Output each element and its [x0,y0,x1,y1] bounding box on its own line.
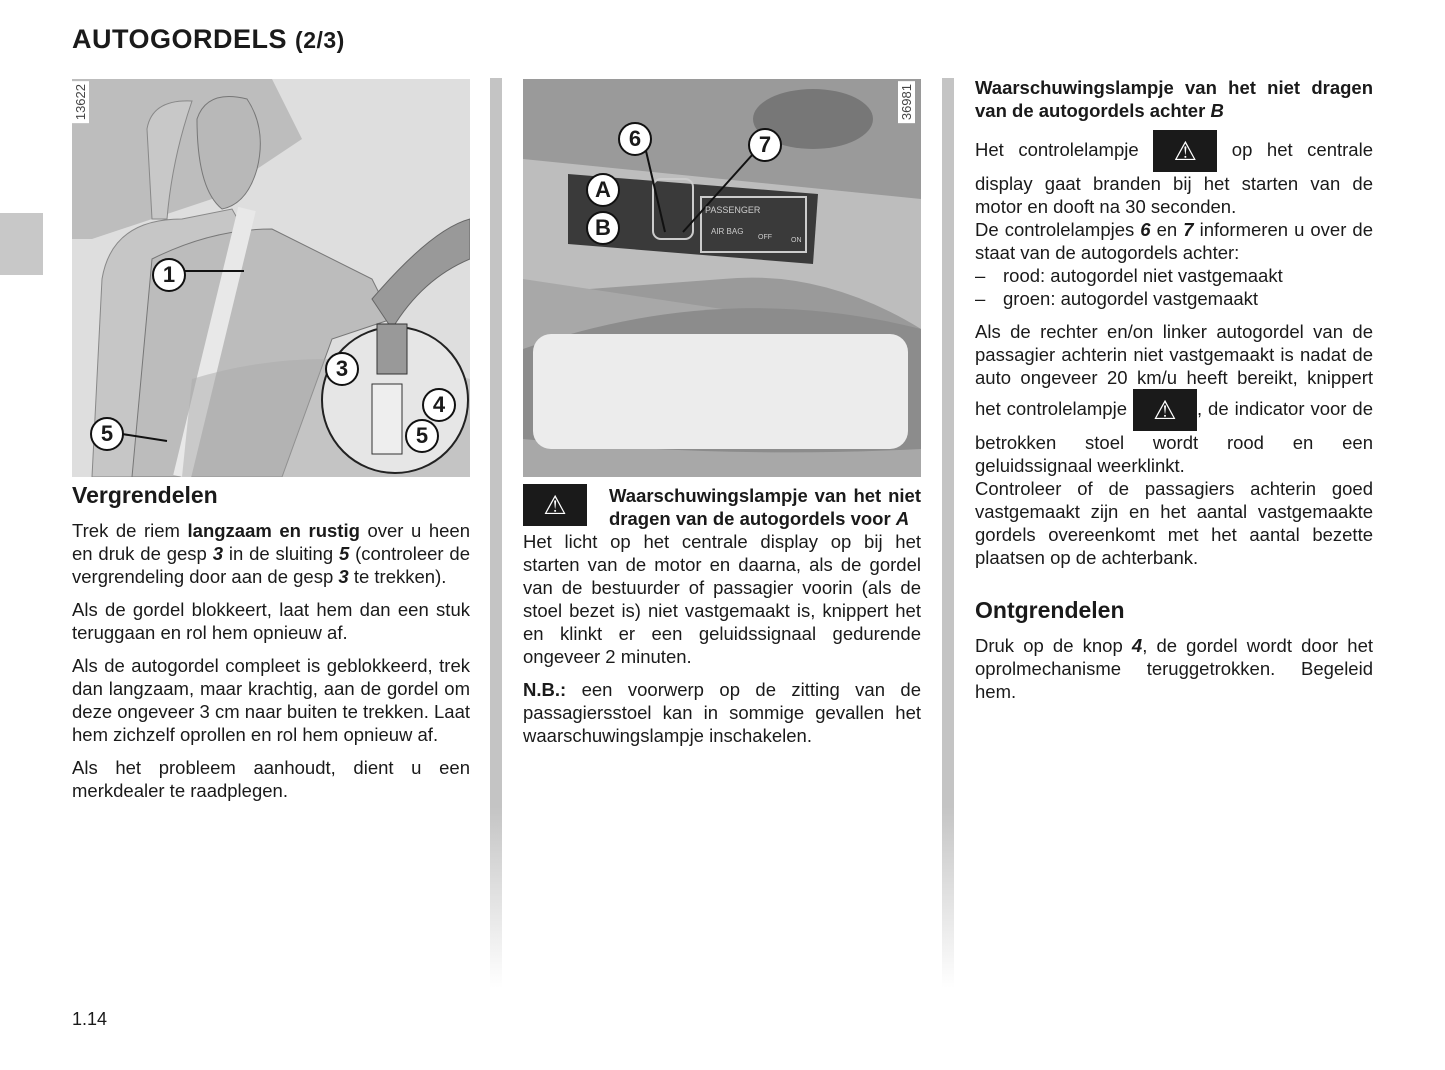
panel-airbag-label: AIR BAG [711,227,744,236]
seatbelt-warning-icon: ⚠ [1153,130,1217,172]
list-item: – groen: autogordel vastgemaakt [975,287,1373,310]
panel-passenger-label: PASSENGER [705,205,761,215]
paragraph-lock-instructions [72,519,470,588]
paragraph [975,320,1373,477]
callout-3: 3 [325,352,359,386]
page-title [72,24,345,55]
ref-6: 6 [1140,219,1151,240]
overhead-drawing [523,79,921,477]
illustration-overhead-display [523,79,921,477]
figure-number: 36981 [898,81,915,123]
section-tab [0,213,43,275]
ref-4: 4 [1131,635,1143,656]
text: Druk op de knop [975,635,1132,656]
emphasis: langzaam en rustig [187,520,360,541]
text: De controlelampjes [975,219,1141,240]
ref-3: 3 [212,543,223,564]
callout-5: 5 [405,419,439,453]
warning-heading-front: Waarschuwingslampje van het niet dragen van de autogordels voor [609,485,921,529]
ref-b: B [1210,100,1224,121]
illustration-driver-seatbelt [72,79,470,477]
text: informeren u over de staat van de autogordels achter: [975,219,1374,263]
page-number: 1.14 [72,1009,108,1029]
text: in de sluiting [222,543,339,564]
note [523,678,921,747]
driver-drawing [72,79,470,477]
text: , de gordel wordt door het oprolmechanisme teruggetrokken. Begeleid hem. [975,635,1373,702]
paragraph: Als het probleem aanhoudt, dient u een merkdealer te raadplegen. [72,757,470,801]
paragraph [975,218,1373,264]
panel-on-label: ON [791,237,802,244]
column-1 [72,484,470,812]
column-2 [523,484,921,757]
title-text: AUTOGORDELS [72,24,288,54]
text: over u heen en druk de gesp [72,520,470,564]
callout-7: 7 [748,128,782,162]
paragraph: Controleer of de passagiers achterin goed vastgemaakt zijn en het aantal vastgemaakte gordels overeenkomt met het aantal bezette plaatsen op de achterbank. [975,478,1373,568]
callout-4: 4 [422,388,456,422]
column-3 [975,76,1373,713]
seatbelt-warning-icon: ⚠ [1133,389,1197,431]
heading-vergrendelen: Vergrendelen [72,482,218,508]
column-divider [942,78,954,988]
callout-b: B [586,211,620,245]
text: Als de rechter en/on linker autogordel van de passagier achterin niet vastgemaakt is nadat de auto ongeveer 20 km/u heeft bereikt, knippert het controlelampje [975,321,1373,419]
text: Trek de riem [72,520,188,541]
figure-number: 13622 [72,81,89,123]
panel-off-label: OFF [758,234,772,241]
ref-3: 3 [338,566,349,587]
paragraph [975,634,1373,703]
paragraph: Als de autogordel compleet is geblokkeerd, trek dan langzaam, maar krachtig, aan de gordel om deze ongeveer 3 cm naar buiten te trekken. Laat hem zichzelf oprollen en rol hem opnieuw af. [72,655,471,745]
ref-7: 7 [1183,219,1194,240]
callout-6: 6 [618,122,652,156]
text: Het controlelampje [975,138,1154,160]
list-item: – rood: autogordel niet vastgemaakt [975,264,1373,287]
text: te trekken). [348,566,447,587]
seatbelt-warning-icon: ⚠ [523,484,587,526]
note-text: een voorwerp op de zitting van de passagiersstoel kan in sommige gevallen het waarschuwingslampje inschakelen. [523,679,921,746]
paragraph: Het licht op het centrale display op bij het starten van de motor en daarna, als de gordel van de bestuurder of passagier voorin (als de stoel bezet is) niet vastgemaakt is, knippert het en klinkt er een geluidssignaal gedurende ongeveer 2 minuten. [523,531,921,667]
text: op het centrale display gaat branden bij het starten van de motor en dooft na 30 seconden. [975,138,1373,217]
column-divider [490,78,502,988]
heading-ontgrendelen: Ontgrendelen [975,597,1125,623]
warning-heading-rear: Waarschuwingslampje van het niet dragen van de autogordels achter [975,77,1373,121]
text: , de indicator voor de betrokken stoel wordt rood en een geluidssignaal weerklinkt. [975,397,1373,476]
title-part: (2/3) [295,27,345,53]
paragraph: Als de gordel blokkeert, laat hem dan een stuk teruggaan en rol hem opnieuw af. [72,599,470,643]
note-label: N.B.: [523,679,567,700]
status-list [975,264,1373,310]
text: (controleer de vergrendeling door aan de gesp [72,543,470,587]
ref-a: A [895,508,910,529]
ref-5: 5 [338,543,350,564]
paragraph [975,130,1373,218]
callout-5: 5 [90,417,124,451]
text: en [1150,219,1184,240]
callout-1: 1 [152,258,186,292]
callout-a: A [586,173,620,207]
